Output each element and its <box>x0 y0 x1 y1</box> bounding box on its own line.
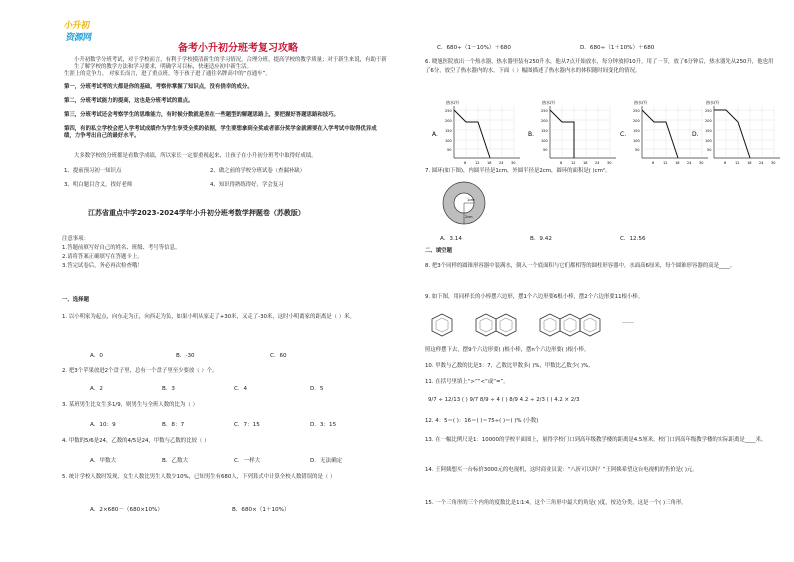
svg-text:12: 12 <box>663 161 668 165</box>
svg-text:250: 250 <box>445 109 452 113</box>
section-fill-heading: 二、填空题 <box>425 248 452 254</box>
q7-option-c[interactable]: C．12.56 <box>620 236 646 242</box>
svg-text:50: 50 <box>707 148 712 152</box>
graph-a-label: A. <box>432 131 438 138</box>
graph-c-label: C. <box>620 131 627 138</box>
question-10: 10. 甲数与乙数的比是3：7，乙数比甲数多( )%，甲数比乙数少( )%。 <box>425 363 594 369</box>
svg-text:250: 250 <box>541 109 548 113</box>
q1-option-c[interactable]: C．60 <box>270 353 287 359</box>
q5-option-a[interactable]: A．2×680－（680×10%） <box>90 507 163 513</box>
svg-text:200: 200 <box>705 119 712 123</box>
hexagon-1 <box>432 314 452 336</box>
inner-radius-label: 1cm <box>467 198 475 202</box>
question-8: 8. 把3个同样的圆锥形容器中装满水，倒入一个底面积与它们都相等的圆柱形容器中，水面高6厘米，每个圆锥形容器的高是____。 <box>425 263 736 269</box>
q3-option-d[interactable]: D．3：15 <box>310 422 337 428</box>
tip-4: 4、知识得熟练得好，学会复习 <box>210 182 284 188</box>
site-logo <box>62 18 102 46</box>
q5-option-c[interactable]: C．680÷（1－10%）＋680 <box>437 45 511 51</box>
svg-text:18: 18 <box>675 161 680 165</box>
q2-option-b[interactable]: B．3 <box>162 386 175 392</box>
question-11: 11. 在括号里填上“>”“<”或“=”。 <box>425 379 509 385</box>
hexagon-3a <box>540 314 560 336</box>
svg-text:50: 50 <box>447 148 452 152</box>
svg-text:12: 12 <box>735 161 740 165</box>
svg-text:50: 50 <box>635 148 640 152</box>
svg-text:24: 24 <box>595 161 600 165</box>
guide-para-5: 大多数学校的分班都是看数学成绩，所以家长一定要重视起来，让孩子在小升初分班考中取得好成绩。 <box>74 153 317 159</box>
question-14: 14. 王阿姨想买一台标价3000元的电视机，这时商业员说：“八折可以吗？”王阿姨希望这台电视机的售价是( )元。 <box>425 467 698 473</box>
graph-option-a[interactable] <box>432 98 527 168</box>
q3-option-a[interactable]: A．10：9 <box>90 422 116 428</box>
svg-text:24: 24 <box>687 161 692 165</box>
guide-point-1: 第一，分班考试考的大都是你的基础，考察你掌握了知识点，没有侥幸的成分。 <box>64 84 253 90</box>
guide-intro: 小升初数学分班考试，对于学校而言，有利于学校摸清新生的学习情况，合理分班，提高学校的教学质量；对于新生来说，有助于新生了解学校的教学方法和学习要求，明确学习目标，快速适应初中新生活。 <box>74 57 387 70</box>
exam-title: 江苏省重点中学2023-2024学年小升初分班考数学押题卷（苏教版） <box>88 209 305 217</box>
guide-point-3: 第三，分班考试还会考察学生的思维能力，有时候分数就是差在一些题型的解题思路上，要把握好答题思路和技巧。 <box>64 112 339 118</box>
svg-text:100: 100 <box>705 139 712 143</box>
question-9-part-2: 照这样摆下去，摆9个六边形要( )根小棒，摆n个六边形要( )根小棒。 <box>425 347 590 353</box>
graph-a-ylabel: 热水/升 <box>446 100 460 105</box>
outer-radius-label: 2cm <box>465 215 473 219</box>
graph-b-label: B. <box>528 131 535 138</box>
tip-2: 2、做之前的学校分班试卷（查漏补缺） <box>210 168 306 174</box>
q9-continuation-dots: …… <box>622 318 634 325</box>
tip-1: 1、提前预习初一知识点 <box>64 168 122 174</box>
logo-line-1: 小升初 <box>63 21 91 31</box>
q2-option-a[interactable]: A．2 <box>90 386 103 392</box>
guide-point-4: 第四，有的私立学校会把入学考试成绩作为学生享受全奖的依据，学生要想拿到全奖或者部分奖学金就需要在入学考试中取得优异成绩，力争考出自己的最好水平。 <box>64 126 377 139</box>
section-choice-heading: 一、选择题 <box>62 297 89 303</box>
svg-text:30: 30 <box>511 161 516 165</box>
question-5: 5. 统计学校人数时发现，女生人数比男生人数少10%，已知男生有680人，下列算式中计算全校人数错误的是（ ） <box>62 474 336 480</box>
svg-text:18: 18 <box>487 161 492 165</box>
q4-option-a[interactable]: A．甲数大 <box>90 458 117 464</box>
graph-option-d[interactable] <box>692 98 787 168</box>
q4-option-b[interactable]: B．乙数大 <box>162 458 189 464</box>
svg-text:30: 30 <box>607 161 612 165</box>
q5-option-d[interactable]: D．680÷（1＋10%）＋680 <box>580 45 655 51</box>
notice-heading: 注意事项： <box>62 236 89 242</box>
logo-line-2: 资源网 <box>65 33 93 43</box>
tip-3: 3、明白题目含义，找好老师 <box>64 182 133 188</box>
question-15: 15. 一个三角形的三个内角的度数比是1∶1∶4，这个三角形中最大的角是( )度，按边分类，这是一个( )三角形。 <box>425 500 687 506</box>
guide-title: 备考小升初分班考复习攻略 <box>178 43 298 54</box>
svg-text:24: 24 <box>759 161 764 165</box>
svg-text:30: 30 <box>699 161 704 165</box>
svg-text:18: 18 <box>583 161 588 165</box>
annulus-figure <box>440 180 488 230</box>
hexagon-pattern-figure <box>430 310 630 346</box>
question-9: 9. 如下图，用同样长的小棒摆六边形，摆1个六边形要6根小棒，摆2个六边形要11根小棒。 <box>425 294 644 300</box>
svg-text:150: 150 <box>705 129 712 133</box>
question-1: 1. 以小明家为起点，向东走为正，向西走为负，如果小明从家走了+30米，又走了-30米，这时小明离家的距离是（ ）米。 <box>62 314 355 320</box>
hexagon-2a <box>476 314 496 336</box>
svg-text:100: 100 <box>445 139 452 143</box>
question-4: 4. 甲数的5/6是24，乙数的4/5是24，甲数与乙数的比较（ ） <box>62 438 210 444</box>
question-13: 13. 在一幅比例尺是1：10000的学校平面图上，量得学校门口到高年级教学楼的距离是4.5厘米，校门口到高年级教学楼的实际距离是____米。 <box>425 437 767 443</box>
svg-text:6: 6 <box>652 161 655 165</box>
hexagon-3b <box>560 314 580 336</box>
svg-text:100: 100 <box>541 139 548 143</box>
q4-option-c[interactable]: C．一样大 <box>234 458 261 464</box>
hexagon-3c <box>580 314 600 336</box>
guide-point-2: 第二，分班考试能力的提高，这也是分班考试的重点。 <box>64 98 194 104</box>
q4-option-d[interactable]: D．无法确定 <box>310 458 343 464</box>
svg-text:24: 24 <box>499 161 504 165</box>
svg-text:6: 6 <box>560 161 563 165</box>
q7-option-a[interactable]: A．3.14 <box>440 236 462 242</box>
svg-text:100: 100 <box>633 139 640 143</box>
question-3: 3. 某班男生比女生多1/9，则男生与全班人数的比为（ ） <box>62 402 198 408</box>
notice-2: 2.请将答案正确填写在答题卡上。 <box>62 254 143 260</box>
svg-text:150: 150 <box>633 129 640 133</box>
q2-option-c[interactable]: C．4 <box>234 386 248 392</box>
q3-option-b[interactable]: B．8：7 <box>162 422 185 428</box>
q1-option-a[interactable]: A．0 <box>90 353 103 359</box>
svg-text:200: 200 <box>633 119 640 123</box>
question-7: 7. 圆环(如下图)，内圆半径是1cm，外圆半径是2cm，圆环的面积是( )cm²。 <box>425 168 611 174</box>
q1-option-b[interactable]: B．-30 <box>176 353 195 359</box>
q2-option-d[interactable]: D．5 <box>310 386 324 392</box>
svg-text:6: 6 <box>724 161 727 165</box>
q5-option-b[interactable]: B．680×（1＋10%） <box>232 507 290 513</box>
question-12: 12. 4：5＝( )：16＝( )＝75÷( )＝( )% (小数) <box>425 418 539 424</box>
svg-text:热水/升: 热水/升 <box>634 100 648 105</box>
graph-d-label: D. <box>692 131 699 138</box>
q7-option-b[interactable]: B．9.42 <box>530 236 552 242</box>
q3-option-c[interactable]: C．7：15 <box>234 422 260 428</box>
notice-3: 3.答完试卷后，务必再次检查哦！ <box>62 263 143 269</box>
question-11-row: 9/7 ÷ 12/13 ( ) 9/7 8/9 ÷ 4 ( ) 8/9 4.2 ÷ 2/3 ( ) 4.2 × 2/3 <box>428 397 580 403</box>
question-2: 2. 把3个苹果放进2个盘子里，总有一个盘子里至少要放（ ）个。 <box>62 368 218 374</box>
svg-text:250: 250 <box>633 109 640 113</box>
graph-option-b[interactable] <box>528 98 623 168</box>
svg-text:12: 12 <box>571 161 576 165</box>
notice-1: 1.答题前填写好自己的姓名、班级、考号等信息。 <box>62 245 181 251</box>
svg-text:50: 50 <box>543 148 548 152</box>
guide-intro-2: 生涯上的竞争力。 对家长而言，进了重点班，等于孩子进了通往名牌高中的“直通车”。 <box>64 71 271 77</box>
svg-text:30: 30 <box>771 161 776 165</box>
svg-text:6: 6 <box>464 161 467 165</box>
svg-text:热水/升: 热水/升 <box>706 100 720 105</box>
svg-text:热水/升: 热水/升 <box>542 100 556 105</box>
svg-text:150: 150 <box>445 129 452 133</box>
svg-text:200: 200 <box>445 119 452 123</box>
svg-text:150: 150 <box>541 129 548 133</box>
svg-text:18: 18 <box>747 161 752 165</box>
hexagon-2b <box>496 314 516 336</box>
question-6: 6. 晓旭医院放出一个热水器，热水器里装有250升水，他从7点开始放水，每分钟放掉10升，用了一节，放了6分钟后，热水器先从250升，他也用了6分，放空了热水器内的水。下面（ ）幅图描述了热水器内水的体积随时间变化的情况。 <box>425 59 774 74</box>
svg-text:200: 200 <box>541 119 548 123</box>
svg-text:12: 12 <box>475 161 480 165</box>
svg-text:250: 250 <box>705 109 712 113</box>
